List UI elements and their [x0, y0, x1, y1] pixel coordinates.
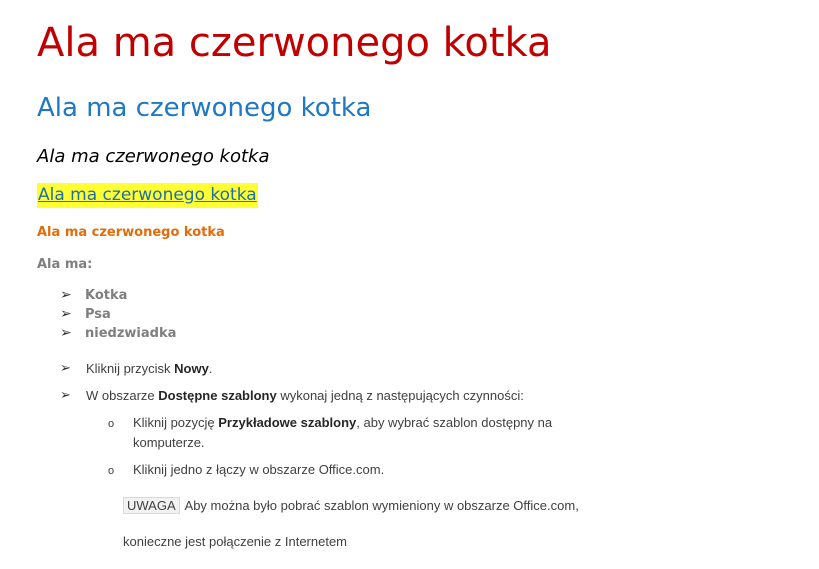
arrow-bullet-icon: ➢: [60, 287, 72, 303]
intro-text: Ala ma:: [37, 257, 93, 272]
arrow-bullet-icon: ➢: [60, 325, 72, 341]
circle-bullet-icon: o: [108, 418, 115, 430]
heading-1: Ala ma czerwonego kotka: [37, 20, 552, 66]
heading-5: Ala ma czerwonego kotka: [37, 225, 225, 240]
list-item-label: Kotka: [85, 288, 128, 303]
heading-2: Ala ma czerwonego kotka: [37, 93, 372, 123]
sub-step-text: Kliknij jedno z łączy w obszarze Office.com.: [133, 462, 385, 477]
circle-bullet-icon: o: [108, 465, 115, 477]
arrow-bullet-icon: ➢: [60, 361, 71, 376]
arrow-bullet-icon: ➢: [60, 306, 72, 322]
sub-step-text: Kliknij pozycję Przykładowe szablony, aby wybrać szablon dostępny na komputerze.: [133, 415, 553, 450]
list-item-label: niedzwiadka: [85, 326, 177, 341]
note-label: UWAGA: [123, 497, 180, 514]
note-continuation: konieczne jest połączenie z Internetem: [123, 534, 348, 549]
note-paragraph: [123, 497, 579, 515]
arrow-bullet-icon: ➢: [60, 388, 71, 403]
heading-3: Ala ma czerwonego kotka: [37, 146, 270, 167]
step-text: W obszarze Dostępne szablony wykonaj jedną z następujących czynności:: [86, 388, 524, 403]
list-item-label: Psa: [85, 307, 111, 322]
note-text: Aby można było pobrać szablon wymieniony w obszarze Office.com,: [181, 498, 579, 513]
step-text: Kliknij przycisk Nowy.: [86, 361, 213, 376]
heading-4-highlighted: Ala ma czerwonego kotka: [37, 183, 258, 208]
